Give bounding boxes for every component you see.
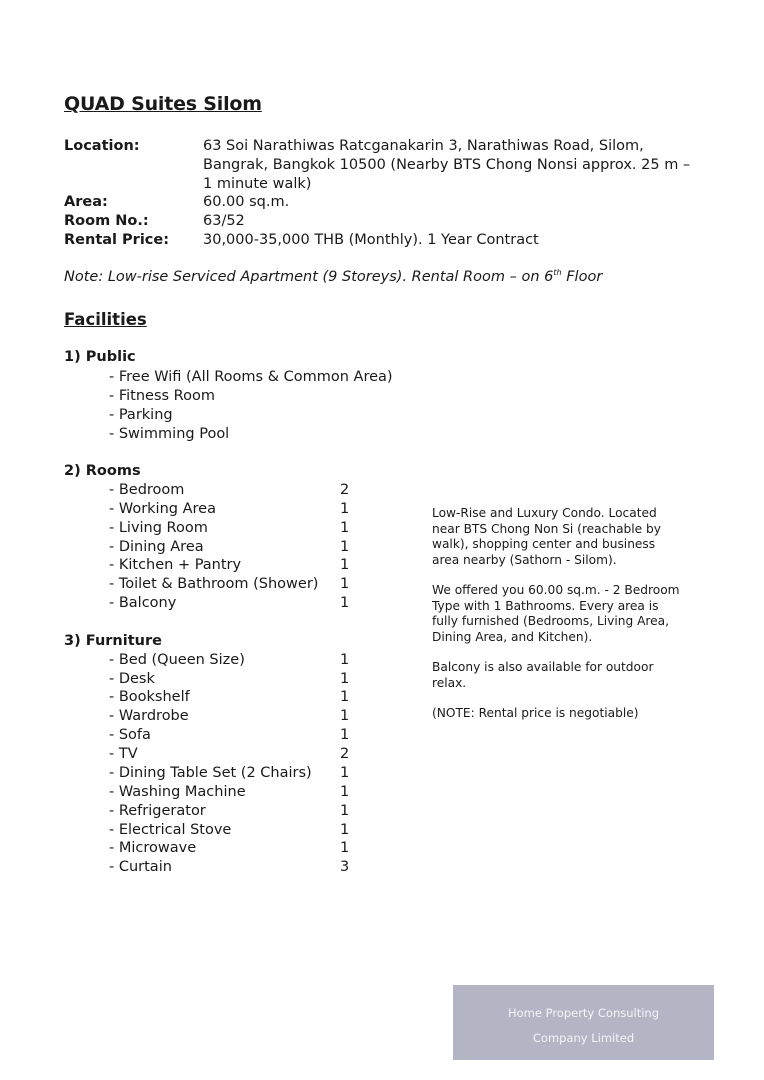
location-label: Location: (64, 138, 140, 154)
description-line: Dining Area, and Kitchen). (432, 629, 593, 644)
note (64, 268, 602, 285)
furniture-item-label: - Refrigerator (109, 803, 206, 819)
furniture-item-qty: 1 (340, 727, 350, 743)
furniture-item-label: - Electrical Stove (109, 822, 232, 838)
public-item: - Free Wifi (All Rooms & Common Area) (109, 369, 393, 385)
room-item-label: - Living Room (109, 520, 208, 536)
furniture-item-qty: 1 (340, 652, 350, 668)
room-item-qty: 1 (340, 501, 350, 517)
public-item: - Fitness Room (109, 388, 215, 404)
furniture-item-qty: 1 (340, 689, 350, 705)
room-label: Room No.: (64, 213, 149, 229)
furniture-item-label: - Washing Machine (109, 784, 246, 800)
room-value: 63/52 (203, 213, 245, 229)
room-item-qty: 2 (340, 482, 350, 498)
public-item: - Parking (109, 407, 173, 423)
description-line: fully furnished (Bedrooms, Living Area, (432, 614, 669, 628)
furniture-item-qty: 1 (340, 671, 350, 687)
location-line-2: Bangrak, Bangkok 10500 (Nearby BTS Chong Nonsi approx. 25 m – (203, 157, 691, 173)
description-paragraph (432, 506, 702, 568)
furniture-item-qty: 1 (340, 803, 350, 819)
rooms-heading: 2) Rooms (64, 463, 141, 479)
furniture-item-qty: 1 (340, 765, 350, 781)
location-line-1: 63 Soi Narathiwas Ratcganakarin 3, Narathiwas Road, Silom, (203, 138, 644, 154)
description-paragraph (432, 660, 702, 691)
description-line: (NOTE: Rental price is negotiable) (432, 706, 639, 720)
furniture-item-label: - Curtain (109, 859, 172, 875)
description-line: We offered you 60.00 sq.m. - 2 Bedroom (432, 583, 680, 597)
room-item-qty: 1 (340, 520, 350, 536)
price-label: Rental Price: (64, 232, 170, 248)
furniture-item-label: - Bookshelf (109, 689, 190, 705)
furniture-item-label: - Wardrobe (109, 708, 189, 724)
company-footer-box (453, 985, 714, 1060)
price-value: 30,000-35,000 THB (Monthly). 1 Year Contract (203, 232, 539, 248)
furniture-item-label: - Desk (109, 671, 155, 687)
note-suffix: Floor (561, 268, 603, 285)
room-item-qty: 1 (340, 539, 350, 555)
public-heading: 1) Public (64, 349, 136, 365)
room-item-label: - Working Area (109, 501, 216, 517)
furniture-item-qty: 1 (340, 840, 350, 856)
description-line: Type with 1 Bathrooms. Every area is (432, 598, 659, 613)
description-line: Balcony is also available for outdoor (432, 660, 654, 674)
description-line: walk), shopping center and business (432, 537, 656, 551)
note-superscript: th (553, 268, 562, 277)
furniture-item-qty: 1 (340, 784, 350, 800)
room-item-qty: 1 (340, 595, 350, 611)
furniture-item-label: - TV (109, 746, 138, 762)
furniture-heading: 3) Furniture (64, 633, 162, 649)
room-item-label: - Kitchen + Pantry (109, 557, 242, 573)
description-paragraph (432, 706, 702, 722)
note-text: Note: Low-rise Serviced Apartment (9 Storeys). Rental Room – on 6 (64, 268, 554, 285)
furniture-item-qty: 2 (340, 746, 350, 762)
description (432, 506, 702, 737)
public-item: - Swimming Pool (109, 426, 230, 442)
furniture-item-label: - Microwave (109, 840, 197, 856)
furniture-item-qty: 3 (340, 859, 350, 875)
furniture-item-qty: 1 (340, 822, 350, 838)
description-paragraph (432, 583, 702, 645)
facilities-heading: Facilities (64, 310, 147, 329)
room-item-label: - Dining Area (109, 539, 204, 555)
furniture-item-qty: 1 (340, 708, 350, 724)
furniture-item-label: - Sofa (109, 727, 151, 743)
location-line-3: 1 minute walk) (203, 176, 312, 192)
furniture-item-label: - Dining Table Set (2 Chairs) (109, 765, 312, 781)
document-title: QUAD Suites Silom (64, 93, 262, 115)
area-label: Area: (64, 194, 108, 210)
description-line: relax. (432, 675, 467, 690)
room-item-qty: 1 (340, 557, 350, 573)
room-item-label: - Toilet & Bathroom (Shower) (109, 576, 319, 592)
description-line: near BTS Chong Non Si (reachable by (432, 521, 661, 536)
company-name-line-1: Home Property Consulting (507, 1006, 660, 1020)
room-item-label: - Bedroom (109, 482, 185, 498)
room-item-qty: 1 (340, 576, 350, 592)
area-value: 60.00 sq.m. (203, 194, 290, 210)
room-item-label: - Balcony (109, 595, 177, 611)
furniture-item-label: - Bed (Queen Size) (109, 652, 245, 668)
description-line: area nearby (Sathorn - Silom). (432, 552, 617, 567)
description-line: Low-Rise and Luxury Condo. Located (432, 506, 657, 520)
company-name-line-2: Company Limited (532, 1031, 635, 1045)
